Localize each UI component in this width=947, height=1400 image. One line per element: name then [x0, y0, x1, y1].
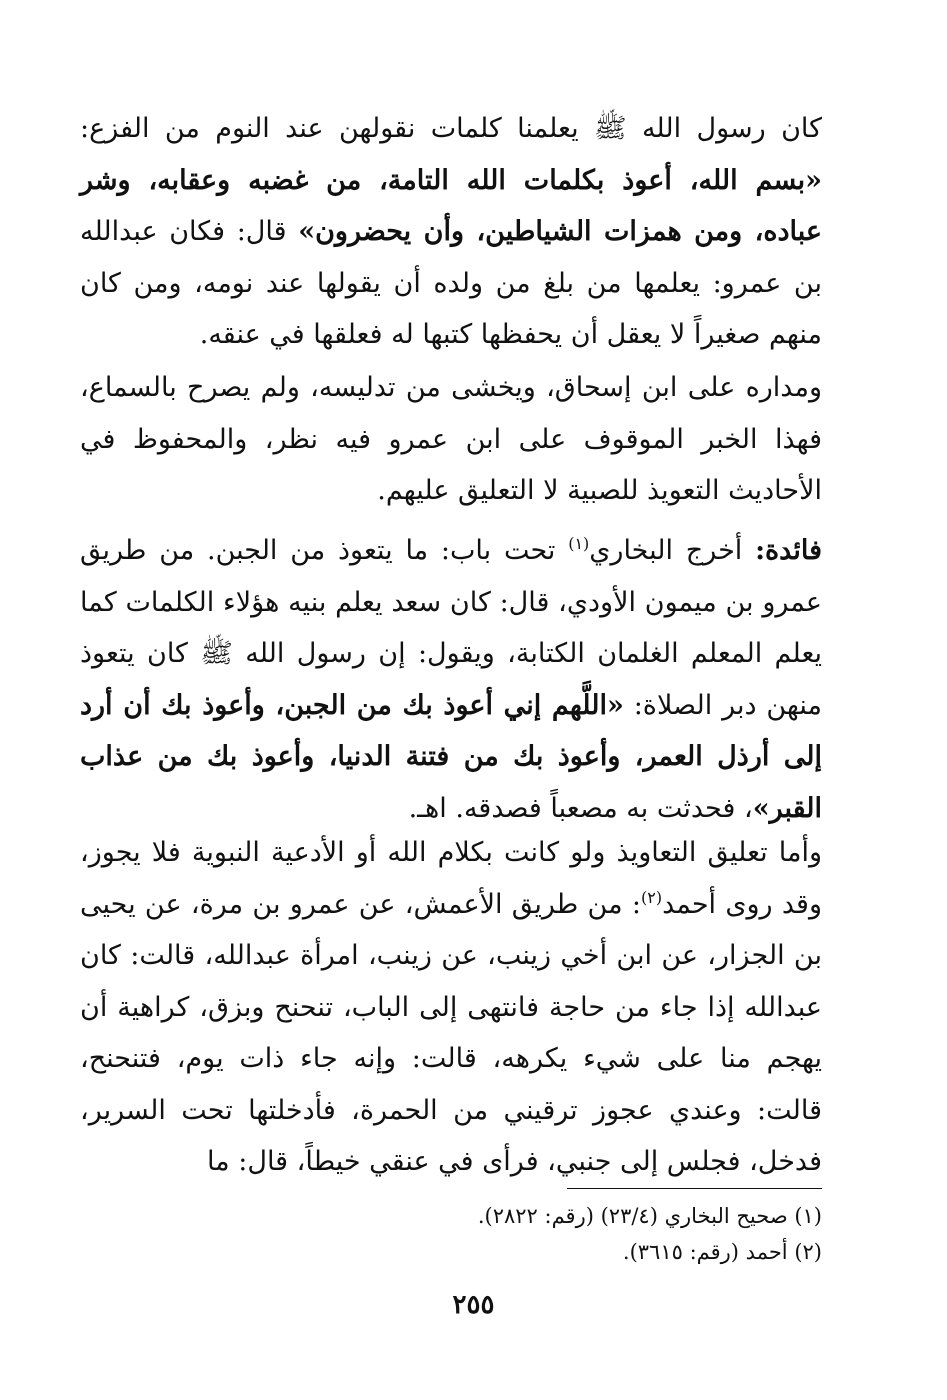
bold-text: «اللَّهم إني أعوذ بك من الجبن، وأعوذ بك أن أرد إلى أرذل العمر، وأعوذ بك من فتنة الدنيا، وأعوذ بك من عذاب القبر» — [80, 689, 822, 824]
text-run: : من طريق الأعمش، عن عمرو بن مرة، عن يحيى بن الجزار، عن ابن أخي زينب، عن زينب، امرأة عبدالله، قالت: كان عبدالله إذا جاء من حاجة فانتهى إلى الباب، تنحنح وبزق، كراهية أن يهجم منا على شيء يكرهه، قالت: وإنه جاء ذات يوم، فتنحنح، قالت: وعندي عجوز ترقيني من الحمرة، فأدخلتها تحت السرير، فدخل، فجلس إلى جنبي، فرأى في عنقي خيطاً، قال: ما — [80, 888, 822, 1177]
page-number: ٢٥٥ — [452, 1290, 495, 1320]
footnotes — [80, 1198, 822, 1270]
text-run: ، فحدثت به مصعباً فصدقه. اهـ. — [408, 792, 753, 824]
footnote-ref: (٢) — [640, 887, 663, 907]
paragraph-1 — [80, 103, 822, 361]
text-run: وأما تعليق التعاويذ ولو كانت بكلام الله أو الأدعية النبوية فلا يجوز، وقد روى أحمد — [80, 837, 822, 920]
footnote-separator — [567, 1188, 822, 1189]
text-run: ومداره على ابن إسحاق، ويخشى من تدليسه، ولم يصرح بالسماع، فهذا الخبر الموقوف على ابن عمرو فيه نظر، والمحفوظ في الأحاديث التعويذ للصبية لا التعليق عليهم. — [80, 372, 822, 506]
text-run: تحت باب: ما يتعوذ من الجبن. من طريق عمرو بن ميمون الأودي، قال: كان سعد يعلم بنيه هؤلاء الكلمات كما يعلم المعلم الغلمان الكتابة، ويقول: إن رسول الله ﷺ كان يتعوذ منهن دبر الصلاة: — [80, 535, 822, 721]
text-run: أخرج البخاري — [589, 535, 756, 566]
paragraph-4 — [80, 827, 822, 1188]
footnote-1: (١) صحيح البخاري (٢٣/٤) (رقم: ٢٨٢٢). — [477, 1204, 822, 1228]
text-run: كان رسول الله ﷺ يعلمنا كلمات نقولهن عند النوم من الفزع: — [80, 113, 822, 144]
bold-text: فائدة: — [755, 535, 822, 566]
footnote-2: (٢) أحمد (رقم: ٣٦١٥). — [622, 1240, 822, 1264]
paragraph-2 — [80, 362, 822, 517]
text-run: قال: فكان عبدالله بن عمرو: يعلمها من بلغ من ولده أن يقولها عند نومه، ومن كان منهم صغيراً لا يعقل أن يحفظها كتبها له فعلقها في عنقه. — [80, 216, 822, 350]
bold-text: «بسم الله، أعوذ بكلمات الله التامة، من غضبه وعقابه، وشر عباده، ومن همزات الشياطين، وأن يحضرون» — [80, 164, 823, 247]
footnote-ref: (١) — [568, 534, 590, 553]
paragraph-3 — [80, 525, 822, 834]
